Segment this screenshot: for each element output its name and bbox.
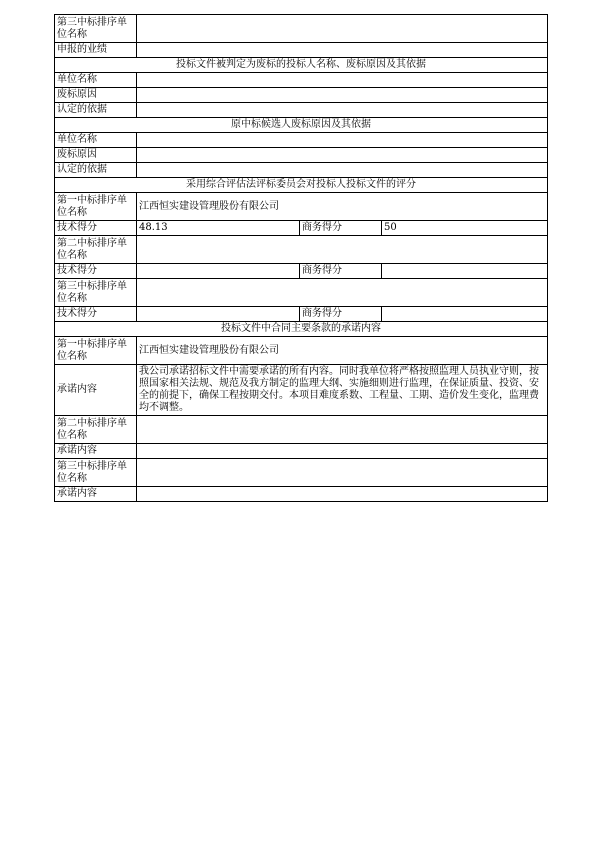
table-row xyxy=(55,444,548,459)
score-second-biz-label: 商务得分 xyxy=(300,264,382,279)
declared-performance-label: 申报的业绩 xyxy=(55,43,137,58)
table-row xyxy=(55,337,548,365)
score-first-tech-label: 技术得分 xyxy=(55,221,137,236)
promise-second-name-label: 第二中标排序单位名称 xyxy=(55,416,137,444)
table-row xyxy=(55,178,548,193)
third-bidder-name-value xyxy=(137,15,548,43)
table-row xyxy=(55,148,548,163)
table-row xyxy=(55,279,548,307)
score-third-name-value xyxy=(137,279,548,307)
table-row xyxy=(55,365,548,416)
promise-first-name-label: 第一中标排序单位名称 xyxy=(55,337,137,365)
promise-second-name-value xyxy=(137,416,548,444)
table-row xyxy=(55,73,548,88)
table-row xyxy=(55,193,548,221)
disqualified-unit-name-label: 单位名称 xyxy=(55,73,137,88)
promise-third-name-value xyxy=(137,459,548,487)
score-second-name-value xyxy=(137,236,548,264)
original-unit-name-value xyxy=(137,133,548,148)
table-row xyxy=(55,264,548,279)
promise-second-content-value xyxy=(137,444,548,459)
promise-first-content-label: 承诺内容 xyxy=(55,365,137,416)
disqualified-reason-label: 废标原因 xyxy=(55,88,137,103)
original-basis-value xyxy=(137,163,548,178)
third-bidder-name-label: 第三中标排序单位名称 xyxy=(55,15,137,43)
score-third-tech-value xyxy=(137,307,300,322)
bid-result-table xyxy=(54,14,548,502)
disqualified-unit-name-value xyxy=(137,73,548,88)
table-row xyxy=(55,103,548,118)
section-title-contract-promises: 投标文件中合同主要条款的承诺内容 xyxy=(55,322,548,337)
disqualified-reason-value xyxy=(137,88,548,103)
original-reason-label: 废标原因 xyxy=(55,148,137,163)
promise-first-name-value: 江西恒实建设管理股份有限公司 xyxy=(137,337,548,365)
promise-second-content-label: 承诺内容 xyxy=(55,444,137,459)
table-row xyxy=(55,416,548,444)
original-basis-label: 认定的依据 xyxy=(55,163,137,178)
table-row xyxy=(55,487,548,502)
section-title-scoring: 采用综合评估法评标委员会对投标人投标文件的评分 xyxy=(55,178,548,193)
section-title-original-candidate: 原中标候选人废标原因及其依据 xyxy=(55,118,548,133)
table-row xyxy=(55,118,548,133)
table-row xyxy=(55,307,548,322)
score-first-tech-value: 48.13 xyxy=(137,221,300,236)
original-unit-name-label: 单位名称 xyxy=(55,133,137,148)
score-third-tech-label: 技术得分 xyxy=(55,307,137,322)
disqualified-basis-label: 认定的依据 xyxy=(55,103,137,118)
score-first-biz-value: 50 xyxy=(382,221,548,236)
promise-third-content-value xyxy=(137,487,548,502)
declared-performance-value xyxy=(137,43,548,58)
table-row xyxy=(55,15,548,43)
disqualified-basis-value xyxy=(137,103,548,118)
promise-first-content-value: 我公司承诺招标文件中需要承诺的所有内容。同时我单位将严格按照监理人员执业守则，按照国家相关法规、规范及我方制定的监理大纲、实施细则进行监理，在保证质量、投资、安全的前提下，确保工程按期交付。本项目难度系数、工程量、工期、造价发生变化，监理费均不调整。 xyxy=(137,365,548,416)
table-row xyxy=(55,221,548,236)
table-row xyxy=(55,163,548,178)
table-row xyxy=(55,459,548,487)
score-second-tech-value xyxy=(137,264,300,279)
score-third-biz-label: 商务得分 xyxy=(300,307,382,322)
score-third-name-label: 第三中标排序单位名称 xyxy=(55,279,137,307)
table-row xyxy=(55,58,548,73)
promise-third-content-label: 承诺内容 xyxy=(55,487,137,502)
score-second-tech-label: 技术得分 xyxy=(55,264,137,279)
table-row xyxy=(55,236,548,264)
score-second-biz-value xyxy=(382,264,548,279)
score-third-biz-value xyxy=(382,307,548,322)
original-reason-value xyxy=(137,148,548,163)
score-first-name-value: 江西恒实建设管理股份有限公司 xyxy=(137,193,548,221)
table-row xyxy=(55,43,548,58)
table-row xyxy=(55,88,548,103)
section-title-disqualified-bids: 投标文件被判定为废标的投标人名称、废标原因及其依据 xyxy=(55,58,548,73)
table-row xyxy=(55,133,548,148)
score-first-name-label: 第一中标排序单位名称 xyxy=(55,193,137,221)
score-first-biz-label: 商务得分 xyxy=(300,221,382,236)
score-second-name-label: 第二中标排序单位名称 xyxy=(55,236,137,264)
promise-third-name-label: 第三中标排序单位名称 xyxy=(55,459,137,487)
table-row xyxy=(55,322,548,337)
